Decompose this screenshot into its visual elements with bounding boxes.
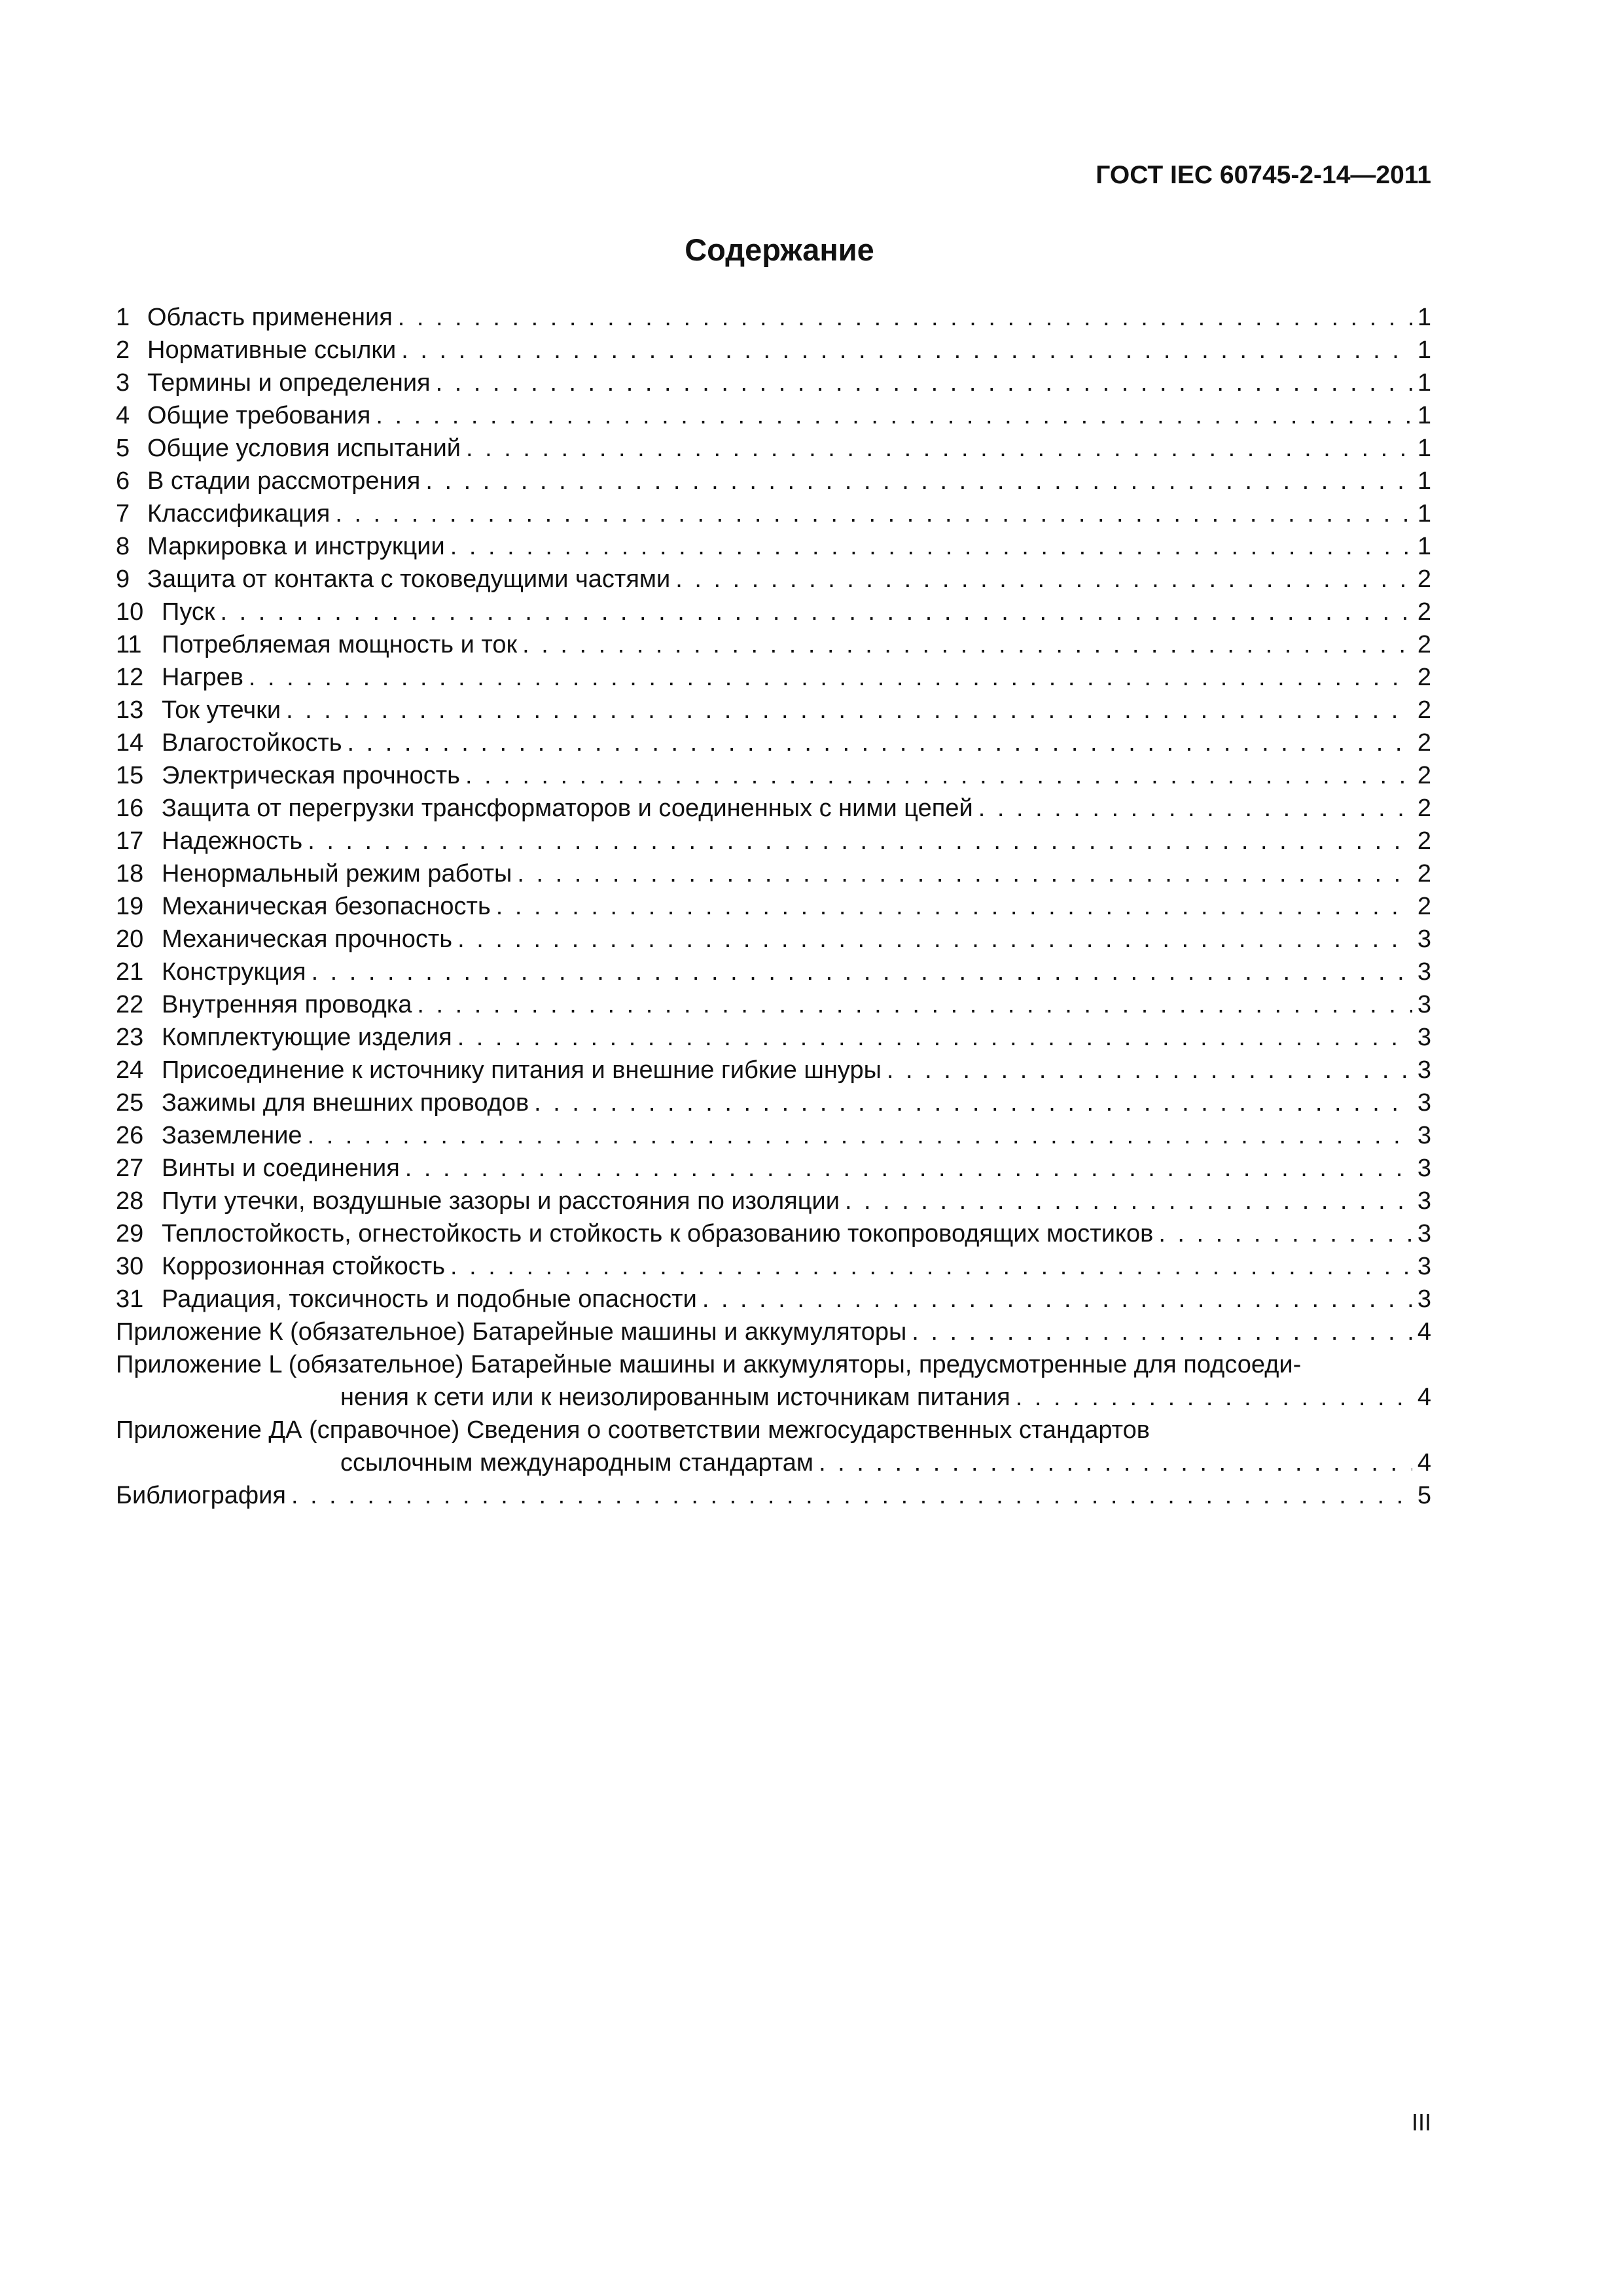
toc-entry-page: 3 <box>1417 925 1431 953</box>
toc-sections <box>116 301 1431 1316</box>
toc-entry-page: 2 <box>1417 565 1431 593</box>
toc-entry[interactable] <box>116 301 1431 334</box>
toc-entry-title: Защита от перегрузки трансформаторов и соединенных с ними цепей <box>162 795 973 822</box>
toc-entry[interactable] <box>116 1283 1431 1316</box>
toc-entry-number: 11 <box>116 631 142 658</box>
toc-entry-page: 1 <box>1417 336 1431 364</box>
toc-entry[interactable] <box>116 432 1431 465</box>
toc-entry-page: 1 <box>1417 304 1431 331</box>
toc-bibliography-title: Библиография <box>116 1482 286 1509</box>
toc-appendix-da-title-line2: ссылочным международным стандартам <box>340 1449 814 1477</box>
toc-entry[interactable] <box>116 497 1431 530</box>
toc-leader <box>457 923 1412 956</box>
toc-entry-title: Заземление <box>162 1122 302 1149</box>
toc-leader <box>845 1185 1412 1217</box>
toc-entry-title: Теплостойкость, огнестойкость и стойкость к образованию токопроводящих мостиков <box>162 1220 1154 1247</box>
toc-entry-number: 4 <box>116 402 130 429</box>
toc-entry-title: Пуск <box>162 598 215 626</box>
toc-leader <box>912 1316 1412 1348</box>
toc-entry-title: Электрическая прочность <box>162 762 460 789</box>
toc-entry-number: 16 <box>116 795 144 822</box>
toc-entry-title: Область применения <box>147 304 393 331</box>
toc-entry-number: 18 <box>116 860 144 888</box>
toc-entry[interactable] <box>116 1054 1431 1086</box>
toc-entry-page: 3 <box>1417 1253 1431 1280</box>
toc-entry-page: 3 <box>1417 1285 1431 1313</box>
toc-entry-title: Коррозионная стойкость <box>162 1253 445 1280</box>
toc-entry[interactable] <box>116 661 1431 694</box>
toc-appendix-k[interactable] <box>116 1316 1431 1348</box>
toc-entry-number: 20 <box>116 925 144 953</box>
toc-entry-number: 7 <box>116 500 130 528</box>
toc-entry-page: 2 <box>1417 860 1431 888</box>
toc-entry-number: 5 <box>116 435 130 462</box>
toc-entry-title: Общие требования <box>147 402 371 429</box>
toc-entry-page: 2 <box>1417 696 1431 724</box>
toc-leader <box>286 694 1412 726</box>
toc-entry-number: 8 <box>116 533 130 560</box>
toc-entry[interactable] <box>116 596 1431 628</box>
toc-bibliography-page: 5 <box>1417 1482 1431 1509</box>
toc-entry[interactable] <box>116 1152 1431 1185</box>
toc-entry-page: 2 <box>1417 631 1431 658</box>
toc-entry-title: Конструкция <box>162 958 306 986</box>
toc-leader <box>702 1283 1412 1316</box>
toc-entry[interactable] <box>116 563 1431 596</box>
toc-entry-number: 17 <box>116 827 144 855</box>
toc-entry[interactable] <box>116 1021 1431 1054</box>
toc-entry-title: Влагостойкость <box>162 729 342 757</box>
toc-entry-page: 2 <box>1417 729 1431 757</box>
toc-leader <box>398 301 1412 334</box>
toc-appendix-l-page: 4 <box>1417 1384 1431 1411</box>
toc-entry-number: 26 <box>116 1122 144 1149</box>
toc-leader <box>534 1086 1412 1119</box>
toc-entry[interactable] <box>116 1250 1431 1283</box>
toc-entry-title: Ненормальный режим работы <box>162 860 512 888</box>
toc-entry-page: 1 <box>1417 533 1431 560</box>
toc-entry[interactable] <box>116 367 1431 399</box>
toc-entry-page: 2 <box>1417 664 1431 691</box>
toc-entry-page: 2 <box>1417 893 1431 920</box>
document-code: ГОСТ IEC 60745-2-14—2011 <box>1096 161 1431 189</box>
toc-appendix-l[interactable] <box>116 1348 1431 1414</box>
toc-entry[interactable] <box>116 792 1431 825</box>
toc-entry[interactable] <box>116 1217 1431 1250</box>
toc-entry-title: Механическая прочность <box>162 925 453 953</box>
toc-entry[interactable] <box>116 628 1431 661</box>
toc-entry[interactable] <box>116 694 1431 726</box>
toc-leader <box>425 465 1412 497</box>
toc-entry-number: 27 <box>116 1155 144 1182</box>
toc-entry-number: 2 <box>116 336 130 364</box>
toc-entry-number: 28 <box>116 1187 144 1215</box>
toc-entry-number: 22 <box>116 991 144 1018</box>
toc-leader <box>450 1250 1412 1283</box>
toc-entry-number: 25 <box>116 1089 144 1117</box>
toc-entry-number: 10 <box>116 598 144 626</box>
toc-entry-page: 3 <box>1417 1024 1431 1051</box>
toc-leader <box>517 857 1412 890</box>
toc-entry-title: Маркировка и инструкции <box>147 533 445 560</box>
toc-leader <box>457 1021 1412 1054</box>
toc-entry-title: Винты и соединения <box>162 1155 400 1182</box>
toc-entry-number: 23 <box>116 1024 144 1051</box>
toc-entry-title: Классификация <box>147 500 330 528</box>
toc-appendix-da[interactable] <box>116 1414 1431 1479</box>
toc-entry-title: Нагрев <box>162 664 243 691</box>
toc-entry[interactable] <box>116 1119 1431 1152</box>
toc-leader <box>417 988 1412 1021</box>
toc-entry-number: 3 <box>116 369 130 397</box>
toc-entry[interactable] <box>116 726 1431 759</box>
toc-entry-page: 1 <box>1417 402 1431 429</box>
toc-leader <box>348 726 1412 759</box>
toc-entry-page: 3 <box>1417 958 1431 986</box>
toc-entry-title: Термины и определения <box>147 369 431 397</box>
toc-entry-title: Нормативные ссылки <box>147 336 397 364</box>
toc-entry-page: 1 <box>1417 467 1431 495</box>
toc-entry-number: 1 <box>116 304 130 331</box>
toc-entry[interactable] <box>116 956 1431 988</box>
toc-entry-title: В стадии рассмотрения <box>147 467 421 495</box>
toc-entry-title: Комплектующие изделия <box>162 1024 452 1051</box>
table-of-contents <box>116 301 1431 1512</box>
toc-leader <box>466 432 1412 465</box>
toc-leader <box>1158 1217 1412 1250</box>
toc-entry-title: Пути утечки, воздушные зазоры и расстояния по изоляции <box>162 1187 840 1215</box>
toc-leader <box>405 1152 1412 1185</box>
toc-leader <box>1016 1381 1412 1414</box>
toc-entry-number: 6 <box>116 467 130 495</box>
toc-entry-title: Механическая безопасность <box>162 893 491 920</box>
toc-appendix-k-title: Приложение К (обязательное) Батарейные машины и аккумуляторы <box>116 1318 907 1346</box>
toc-entry-title: Внутренняя проводка <box>162 991 412 1018</box>
toc-entry-page: 1 <box>1417 369 1431 397</box>
toc-entry-page: 1 <box>1417 500 1431 528</box>
toc-entry-page: 3 <box>1417 991 1431 1018</box>
toc-leader <box>308 825 1412 857</box>
toc-entry-title: Зажимы для внешних проводов <box>162 1089 529 1117</box>
toc-title: Содержание <box>685 232 874 267</box>
toc-leader <box>450 530 1412 563</box>
toc-appendix-l-title-line2: нения к сети или к неизолированным источникам питания <box>340 1384 1010 1411</box>
toc-entry-number: 9 <box>116 565 130 593</box>
toc-leader <box>819 1446 1412 1479</box>
toc-entry-page: 3 <box>1417 1155 1431 1182</box>
toc-leader <box>401 334 1412 367</box>
toc-appendix-da-title-line1: Приложение ДА (справочное) Сведения о соответствии межгосударственных стандартов <box>116 1416 1150 1444</box>
toc-appendix-da-page: 4 <box>1417 1449 1431 1477</box>
toc-leader <box>249 661 1412 694</box>
toc-bibliography[interactable] <box>116 1479 1431 1512</box>
toc-entry[interactable] <box>116 465 1431 497</box>
toc-leader <box>335 497 1412 530</box>
toc-entry-title: Защита от контакта с токоведущими частями <box>147 565 671 593</box>
toc-entry[interactable] <box>116 988 1431 1021</box>
toc-entry-title: Присоединение к источнику питания и внешние гибкие шнуры <box>162 1056 882 1084</box>
toc-entry[interactable] <box>116 857 1431 890</box>
toc-entry-number: 24 <box>116 1056 144 1084</box>
toc-entry-number: 15 <box>116 762 144 789</box>
toc-entry-number: 21 <box>116 958 144 986</box>
toc-entry-number: 29 <box>116 1220 144 1247</box>
toc-entry-page: 3 <box>1417 1056 1431 1084</box>
toc-entry-number: 14 <box>116 729 144 757</box>
toc-entry-page: 2 <box>1417 827 1431 855</box>
toc-entry-number: 12 <box>116 664 144 691</box>
toc-entry[interactable] <box>116 530 1431 563</box>
toc-leader <box>312 956 1412 988</box>
toc-entry-page: 1 <box>1417 435 1431 462</box>
toc-entry-number: 30 <box>116 1253 144 1280</box>
toc-leader <box>221 596 1412 628</box>
toc-entry[interactable] <box>116 923 1431 956</box>
toc-leader <box>675 563 1412 596</box>
toc-appendix-k-page: 4 <box>1417 1318 1431 1346</box>
toc-leader <box>376 399 1412 432</box>
toc-appendix-l-title-line1: Приложение L (обязательное) Батарейные машины и аккумуляторы, предусмотренные для подсоеди- <box>116 1351 1302 1378</box>
toc-entry[interactable] <box>116 1185 1431 1217</box>
toc-entry-number: 19 <box>116 893 144 920</box>
toc-entry-number: 13 <box>116 696 144 724</box>
toc-entry-page: 2 <box>1417 598 1431 626</box>
toc-entry-page: 2 <box>1417 795 1431 822</box>
toc-leader <box>522 628 1412 661</box>
toc-entry-title: Надежность <box>162 827 303 855</box>
toc-entry[interactable] <box>116 825 1431 857</box>
toc-entry[interactable] <box>116 890 1431 923</box>
toc-entry-title: Общие условия испытаний <box>147 435 461 462</box>
toc-entry-title: Ток утечки <box>162 696 281 724</box>
toc-entry[interactable] <box>116 334 1431 367</box>
toc-entry-number: 31 <box>116 1285 144 1313</box>
toc-leader <box>291 1479 1412 1512</box>
toc-entry-page: 2 <box>1417 762 1431 789</box>
toc-leader <box>436 367 1412 399</box>
toc-leader <box>308 1119 1412 1152</box>
toc-leader <box>887 1054 1412 1086</box>
toc-entry-title: Потребляемая мощность и ток <box>162 631 518 658</box>
toc-entry-page: 3 <box>1417 1220 1431 1247</box>
toc-entry-title: Радиация, токсичность и подобные опасности <box>162 1285 697 1313</box>
toc-entry[interactable] <box>116 399 1431 432</box>
toc-leader <box>496 890 1412 923</box>
toc-entry[interactable] <box>116 1086 1431 1119</box>
toc-entry-page: 3 <box>1417 1187 1431 1215</box>
toc-entry-page: 3 <box>1417 1089 1431 1117</box>
toc-leader <box>978 792 1412 825</box>
toc-entry[interactable] <box>116 759 1431 792</box>
page-number: III <box>1411 2109 1431 2136</box>
toc-entry-page: 3 <box>1417 1122 1431 1149</box>
toc-leader <box>465 759 1412 792</box>
